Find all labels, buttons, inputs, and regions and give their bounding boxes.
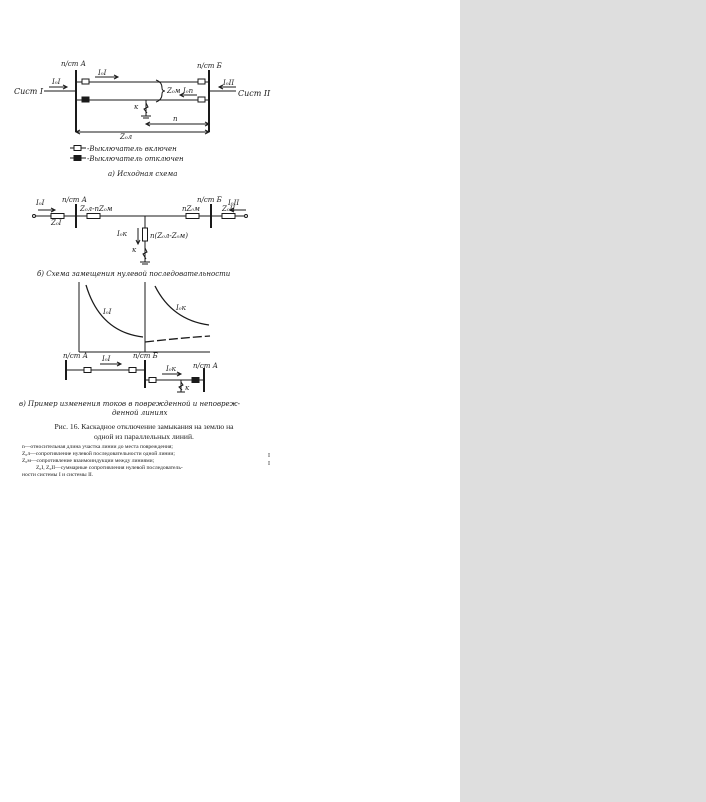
label-i0k: I₀к [117, 230, 127, 238]
label-curve-i0k: I₀к [176, 304, 186, 312]
label-nz0m: nZ₀м [182, 205, 200, 213]
legend-line-z0m: Z₀м—сопротивление взаимоиндукции между линиями; [22, 458, 155, 465]
caption-legend [22, 444, 266, 479]
label-station-a: п/ст А [63, 352, 88, 360]
legend-line-z0l: Z₀л—сопротивление нулевой последовательности одной линии; [22, 451, 175, 458]
label-station-b: п/ст Б [197, 196, 222, 204]
label-fault-k: к [185, 384, 190, 392]
label-system-2: Сист II [238, 89, 271, 98]
legend-on: -Выключатель включен [87, 145, 177, 153]
breaker-closed-1 [84, 368, 91, 373]
margin-marks [268, 452, 270, 468]
legend-breaker-open-icon [74, 156, 81, 161]
breaker-open-1 [192, 378, 199, 383]
figure-16 [0, 0, 460, 420]
breaker-closed-a1 [82, 79, 89, 84]
figure-caption [22, 422, 266, 479]
breaker-open-a2 [82, 97, 89, 102]
label-i01: I₀I [102, 355, 111, 363]
legend-line-z0sum: Z₀I, Z₀II—суммарные сопротивления нулевой последователь- [36, 465, 183, 472]
breaker-closed-b2 [198, 97, 205, 102]
coupling-brace [156, 80, 165, 102]
label-z01: Z₀I [51, 219, 62, 227]
label-i01: I₀I [36, 199, 45, 207]
label-station-a: п/ст А [61, 60, 86, 68]
legend-off: -Выключатель отключен [87, 155, 184, 163]
margin-mark-1: I [268, 453, 270, 459]
caption-title [22, 422, 266, 441]
legend-line-systems: ности системы I и системы II. [22, 472, 94, 479]
curve-i01 [86, 285, 143, 337]
label-z-left: Z₀л-nZ₀м [80, 205, 113, 213]
diagram-a [14, 60, 271, 178]
node-right [245, 215, 248, 218]
label-station-a: п/ст А [62, 196, 87, 204]
breaker-closed-b1 [198, 79, 205, 84]
caption-title-line2: одной из параллельных линий. [94, 431, 194, 441]
impedance-z-left [87, 214, 100, 219]
label-i0p: I₀п [183, 87, 194, 95]
subtitle-a: а) Исходная схема [108, 170, 178, 178]
label-curve-i01: I₀I [103, 308, 112, 316]
curve-continuation [145, 336, 210, 342]
label-fault-k: к [134, 103, 139, 111]
label-i01: I₀I [52, 78, 61, 86]
label-n: n [173, 115, 178, 123]
impedance-shunt [143, 228, 148, 241]
breaker-closed-3 [149, 378, 156, 383]
label-n-expr: n(Z₀л-Z₀м) [150, 232, 188, 240]
label-i02: I₀II [228, 199, 240, 207]
impedance-z02 [222, 214, 235, 219]
label-i02: I₀II [223, 79, 235, 87]
label-station-b: п/ст Б [133, 352, 158, 360]
caption-title-line1: Рис. 16. Каскадное отключение замыкания на землю на [54, 422, 234, 431]
label-fault-k: к [132, 246, 137, 254]
node-left [33, 215, 36, 218]
margin-mark-2: I [268, 461, 270, 467]
impedance-nz0m [186, 214, 199, 219]
label-station-b: п/ст Б [197, 62, 222, 70]
subtitle-c-line2: денной линиях [112, 409, 168, 417]
legend-line-n: n—относительная длина участка линии до места повреждения; [22, 444, 173, 451]
breaker-closed-2 [129, 368, 136, 373]
impedance-z01 [51, 214, 64, 219]
label-z02: Z₀II [222, 205, 236, 213]
side-panel [460, 0, 706, 802]
legend-breaker-closed-icon [74, 146, 81, 151]
label-z0l: Z₀л [120, 133, 133, 141]
diagram-c [19, 282, 241, 417]
label-i0k: I₀к [166, 365, 176, 373]
subtitle-c-line1: в) Пример изменения токов в поврежденной и неповреж- [19, 400, 240, 408]
label-i01-mid: I₀I [98, 69, 107, 77]
label-station-a2: п/ст А [193, 362, 218, 370]
label-z0m: Z₀м [167, 87, 181, 95]
subtitle-b: б) Схема замещения нулевой последовательности [37, 270, 231, 278]
diagram-b [33, 196, 248, 278]
label-system-1: Сист I [14, 87, 44, 96]
